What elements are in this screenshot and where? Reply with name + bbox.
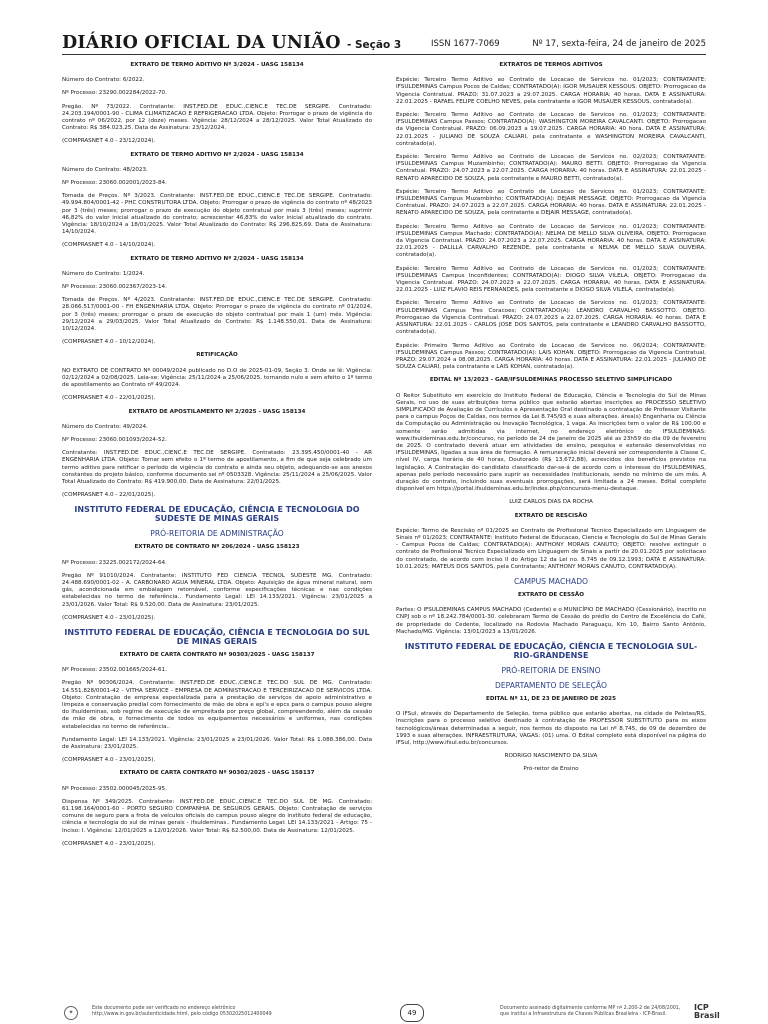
paragraph: Dispensa Nº 349/2025. Contratante: INST.FED.DE EDUC.,CIENC.E TEC.DO SUL DE MG. Contratado: 61.198.164/0001-60 - PORTO SEGURO COMPANHIA DE SEGUROS GERAIS. Objeto: Contratação de serviços comuns de seguro para a frota de veículos oficiais do campus pouso alegre do instituto federal de educação, ciência e tecnologia do sul de minas gerais - ifsuldeminas.. Fundamento Legal: LEI 14.133/2021 - Artigo: 75 - Inciso: I. Vigência: 12/01/2025 a 12/01/2026. Valor Total: R$ 62.500,00. Data de Assinatura: 12/01/2025. xyxy=(62,798,372,834)
footer-signature-text: Documento assinado digitalmente conforme MP nº 2.200-2 de 24/08/2001, que institui a Infraestrutura de Chaves Públicas Brasileira - ICP-Brasil. xyxy=(500,1006,681,1017)
section-heading: EXTRATO DE CARTA CONTRATO Nº 90303/2025 - UASG 158137 xyxy=(119,651,315,658)
paragraph: Espécie: Terceiro Termo Aditivo ao Contrato de Locacao de Servicos no. 01/2023; CONTRATANTE: IFSULDEMINAS Campus Passos; CONTRATADO(A): WASHINGTON MOREIRA CAVALCANTI. OBJETO: Prorrogacao da Vigencia Contratual. PRAZO: 06.09.2023 a 19.07.2025. CARGA HORARIA: 40 hora. DATA E ASSINATURA: 22.01.2025 - JULIANO DE SOUZA CALIARI, pela contratante e WASHINGTON MOREIRA CAVALCANTI, contratado(a). xyxy=(396,112,706,147)
section-label: - Seção 3 xyxy=(346,39,402,51)
page-header xyxy=(0,0,768,56)
section-heading: EXTRATO DE CONTRATO Nº 206/2024 - UASG 158123 xyxy=(134,544,300,551)
paragraph: Espécie: Terceiro Termo Aditivo ao Contrato de Locacao de Servicos no. 01/2023; CONTRATANTE: IFSULDEMINAS Campus Muzambinho; CONTRATADO(A): DEJAIR MESSAGE. OBJETO: Prorrogacao da Vigencia Contratual. PRAZO: 24.07.2023 a 22.07.2025. CARGA HORARIA: 40 horas. DATA E ASSINATURA: 22.01.2025 - RENATO APARECIDO DE SOUZA, pela contratante e DEJAIR MESSAGE, contratado(a). xyxy=(396,188,706,217)
paragraph: (COMPRASNET 4.0 - 14/10/2024). xyxy=(62,242,156,249)
journal-title: DIÁRIO OFICIAL DA UNIÃO - Seção 3 xyxy=(62,33,402,53)
paragraph: (COMPRASNET 4.0 - 23/01/2025). xyxy=(62,840,156,847)
institution-heading: INSTITUTO FEDERAL DE EDUCAÇÃO, CIÊNCIA E TECNOLOGIA DO SUL DE MINAS GERAIS xyxy=(64,627,370,646)
footer-verification-text: Este documento pode ser verificado no endereço eletrônico http://www.in.gov.br/autenticidade.html, pelo código 05302025012400049 xyxy=(92,1006,272,1017)
coat-of-arms-icon: ✦ xyxy=(64,1006,78,1020)
paragraph: Espécie: Primeiro Termo Aditivo ao Contrato de Locacao de Servicos no. 06/2024; CONTRATANTE: IFSULDEMINAS Campus Passos; CONTRATADO(A): LAIS KOHAN. OBJETO: Prorrogacao da Vigencia Contratual. PRAZO: 29.07.2024 a 08.08.2025. CARGA HORARIA: 40 horas. DATA E ASSINATURA: 22.01.2025 - JULIANO DE SOUZA CALIARI, pela contratante e LAIS KOHAN, contratado(a). xyxy=(396,342,706,371)
section-heading: EXTRATO DE RESCISÃO xyxy=(514,512,588,519)
paragraph: Espécie: Terceiro Termo Aditivo ao Contrato de Locacao de Servicos no. 02/2023; CONTRATANTE: IFSULDEMINAS Campus Muzambinho; CONTRATADO(A): MAURO BETTI. OBJETO: Prorrogacao da Vigencia Contratual. PRAZO: 24.07.2023 a 22.07.2025. CARGA HORARIA: 40 horas. DATA E ASSINATURA: 22.01.2025 - RENATO APARECIDO DE SOUZA, pela contratante e MAURO BETTI, contratado(a). xyxy=(396,154,706,182)
section-heading: RETIFICAÇÃO xyxy=(196,352,238,359)
paragraph: Nº Processo: 23502.001665/2024-61. xyxy=(62,667,167,674)
paragraph: O Reitor Substituto em exercício do Instituto Federal de Educação, Ciência e Tecnologia do Sul de Minas Gerais, no uso de suas atribuições torna público que estarão abertas inscrições ao PROCESSO SELETIVO SIMPLIFICADO de Avaliação de Currículos e Apresentação Oral destinado a contratação de Professor Visitante para o campus Poços de Caldas, nos termos da Lei 8.745/93 e suas alterações. área(s) Engenharia ou Ciência da Computação ou Administração ou Inovação Tecnológica, 1 vaga. As inscrições tem o valor de R$ 100,00 e somente serão admitidas via internet, no endereço eletrônico do IFSULDEMINAS: www.ifsuldeminas.edu.br/concurso, no período de 24 de janeiro de 2025 até as 23h59 do dia 09 de fevereiro de 2025. O contratado deverá atuar em atividades de ensino, pesquisa e extensão desenvolvidas no IFSULDEMINAS, ligadas a sua área de formação. A remuneração inicial deverá ser correspondente à Classe C, nível IV, carga horária de 40 horas, Doutorado (R$ 13.672,88), acrescidos dos benefícios previstos na legislação. A Contratação do candidato classificado dar-se-á de acordo com o interesse do IFSULDEMINAS, apenas pelo período necessário para suprir as necessidades institucionais, sendo no mínimo de um mês. A duração do contrato, incluindo suas eventuais prorrogações, será limitada a 24 meses. Edital completo disponível em https://portal.ifsuldeminas.edu.br/index.php/concursos-menu-destaque. xyxy=(396,392,706,493)
paragraph: Nº Processo: 23290.002284/2022-70. xyxy=(62,90,167,97)
icp-brasil-logo: ICP Brasil xyxy=(694,1003,720,1020)
section-heading: EDITAL Nº 13/2023 - GAB/IFSULDEMINAS PROCESSO SELETIVO SIMPLIFICADO xyxy=(429,377,673,384)
paragraph: (COMPRASNET 4.0 - 23/01/2025). xyxy=(62,757,156,764)
page-footer xyxy=(0,1000,768,1024)
header-rule xyxy=(62,54,706,55)
paragraph: Número do Contrato: 49/2024. xyxy=(62,423,148,430)
section-heading: EXTRATO DE TERMO ADITIVO Nº 2/2024 - UASG 158134 xyxy=(130,151,304,158)
paragraph: Pregão Nº 91010/2024. Contratante: INSTITUTO FED CIENCIA TECNOL SUDESTE MG. Contratado: 24.488.690/0001-02 - A. CARBONARO AGUA MINERAL LTDA. Objeto: Aquisição de água mineral natural, sem gás, acondicionada em embalagem retornável, conforme especificações técnicas e nas condições estabelecidas no termo de referência.. Fundamento Legal: LEI 14.133/2021. Vigência: 23/01/2025 a 23/01/2026. Valor Total: R$ 9.520,00. Data de Assinatura: 23/01/2025. xyxy=(62,572,372,608)
page-number: 49 xyxy=(400,1004,424,1022)
paragraph: Espécie: Terceiro Termo Aditivo ao Contrato de Locacao de Servicos no. 01/2023; CONTRATANTE: IFSULDEMINAS Campus Pocos de Caldas; CONTRATADO(A): IGOR MUSAUER KESSOUS. OBJETO: Prorrogacao da Vigencia Contratual. PRAZO: 31.07.2023 a 29.07.2025. CARGA HORARIA: 40 horas. DATA E ASSINATURA: 22.01.2025 - RAFAEL FELIPE COELHO NEVES, pela contratante e IGOR MUSAUER KESSOUS, contratado(a). xyxy=(396,77,706,105)
paragraph: Nº Processo: 23060.002367/2023-14. xyxy=(62,284,167,291)
paragraph: O IFSul, através do Departamento de Seleção, torna público que estarão abertas, na cidade de Pelotas/RS, inscrições para o processo seletivo destinado à contratação de PROFESSOR SUBSTITUTO para os eixos tecnológicos/áreas determinadas a seguir, nos termos do disposto na Lei nº 8.745, de 09 de dezembro de 1993 e suas alterações. INFRAESTRUTURA, VAGAS: (01) uma. O Edital completo está disponível na página do IFSul, http://www.ifsul.edu.br/concursos. xyxy=(396,711,706,747)
paragraph: (COMPRASNET 4.0 - 23/01/2025). xyxy=(62,614,156,621)
section-heading: EDITAL Nº 11, DE 23 DE JANEIRO DE 2025 xyxy=(486,696,616,702)
paragraph: Espécie: Terceiro Termo Aditivo ao Contrato de Locacao de Servicos no. 01/2023; CONTRATANTE: IFSULDEMINAS Campus Tres Coracoes; CONTRATADO(A): LEANDRO CARVALHO BASSOTTO. OBJETO: Prorrogacao da Vigencia Contratual. PRAZO: 24.07.2023 a 22.07.2025. CARGA HORARIA: 40 horas. DATA E ASSINATURA: 22.01.2025 - CARLOS JOSE DOS SANTOS, pela contratante e LEANDRO CARVALHO BASSOTTO, contratado(a). xyxy=(396,300,706,336)
paragraph: Número do Contrato: 1/2024. xyxy=(62,270,145,277)
signature-line: Pró-reitor de Ensino xyxy=(523,766,579,773)
subunit-heading: PRÓ-REITORIA DE ADMINISTRAÇÃO xyxy=(150,529,284,539)
paragraph: Número do Contrato: 6/2022. xyxy=(62,77,145,84)
section-heading: EXTRATO DE TERMO ADITIVO Nº 2/2024 - UASG 158134 xyxy=(130,255,304,262)
paragraph: Contratante: INST.FED.DE EDUC.,CIENC.E TEC.DE SERGIPE. Contratado: 23.395.450/0001-40 - AR ENGENHARIA LTDA. Objeto: Tornar sem efeito o 1º termo de apostilamento, a fim de que seja celebrado um termo aditivo para retificar o período de vigência do contrato e ainda seu objeto, adequando-se aos anexos constantes do projeto básico, conforme documento sei nº 0503328. Vigência: 25/11/2024 a 25/06/2025. Valor Total Atualizado do Contrato: R$ 419.900,00. Data de Assinatura: 22/01/2025. xyxy=(62,450,372,485)
subunit-heading: CAMPUS MACHADO xyxy=(513,576,589,586)
section-heading: EXTRATOS DE TERMOS ADITIVOS xyxy=(499,62,603,68)
edition-date: Nº 17, sexta-feira, 24 de janeiro de 2025 xyxy=(532,39,706,49)
paragraph: Nº Processo: 23225.002172/2024-64. xyxy=(62,559,167,566)
section-heading: EXTRATO DE CARTA CONTRATO Nº 90302/2025 - UASG 158137 xyxy=(119,770,315,777)
subunit-heading: DEPARTAMENTO DE SELEÇÃO xyxy=(494,681,607,690)
signature-line: RODRIGO NASCIMENTO DA SILVA xyxy=(504,753,598,760)
paragraph: Pregão. Nº 73/2022. Contratante: INST.FED.DE EDUC.,CIENC.E TEC.DE SERGIPE. Contratado: 24.203.194/0001-90 - CLIMA CLIMATIZACAO E REFRIGERACAO LTDA. Objeto: Prorrogar o prazo de vigência do contrato nº 06/2022, por 12 (doze) meses. Vigência: 28/12/2024 a 28/12/2025. Valor Total Atualizado do Contrato: R$ 384.023,25. Data de Assinatura: 23/12/2024. xyxy=(62,103,372,132)
paragraph: Partes: O IFSULDEMINAS CAMPUS MACHADO (Cedente) e o MUNICÍPIO DE MACHADO (Cessionário), inscrito no CNPJ sob o nº 18.242.784/0001-30. celebraram Termo de Cessão do prédio do Centro de Excelência do Café, de propriedade do Cedente, localizado na Rodovia Machado Paraguaçu, Km 10, Bairro Santo Antônio, Machado/MG. Vigência: 13/01/2023 a 13/01/2026. xyxy=(396,607,706,635)
institution-heading: INSTITUTO FEDERAL DE EDUCAÇÃO, CIÊNCIA E TECNOLOGIA DO SUDESTE DE MINAS GERAIS xyxy=(74,505,360,524)
paragraph: Número do Contrato: 48/2023. xyxy=(62,166,148,173)
paragraph: Pregão Nº 90306/2024. Contratante: INST.FED.DE EDUC.,CIENC.E TEC.DO SUL DE MG. Contratado: 14.551.828/0001-42 - VITHA SERVICE - EMPRESA DE ADMINISTRACAO E TERCEIRIZACAO DE SERVICOS LTDA. Objeto: Contratação de empresa especializada para a prestação de serviços de apoio administrativo e limpeza e conservação predial com fornecimento de mão de obra e epi's e epcs para o campus pouso alegre do ifsuldeminas, sob regime de execução de empreitada por preço global, compreendendo, além da cessão de mão de obra, o fornecimento de todos os equipamentos necessários e uniformes, nas condições estabelecidas no termo de referência.. xyxy=(62,680,372,730)
left-column xyxy=(62,62,372,998)
right-column xyxy=(396,62,706,998)
paragraph: NO EXTRATO DE CONTRATO Nº 00049/2024 publicado no D.O de 2025-01-09, Seção 3. Onde se lê: Vigência: 02/12/2024 a 02/08/2025. Leia-se: Vigência: 25/11/2024 a 25/06/2025, tornando nulo e sem efeito o 1º termo de apostilamento ao Contrato nº 49/2024. xyxy=(62,367,372,389)
paragraph: Tomada de Preços. Nº 4/2023. Contratante: INST.FED.DE EDUC.,CIENC.E TEC.DE SERGIPE. Contratado: 28.066.517/0001-00 - FH ENGENHARIA LTDA. Objeto: Prorrogar o prazo de vigência do contrato nº 01/2024, por 3 (três) meses; prorrogar o prazo de execução do objeto contratual por mais 1 (um) mês. Vigência: 29/12/2024 a 29/03/2025. Valor Total Atualizado do Contrato: R$ 1.148.550,01. Data de Assinatura: 10/12/2024. xyxy=(62,297,372,333)
paragraph: Fundamento Legal: LEI 14.133/2021. Vigência: 23/01/2025 a 23/01/2026. Valor Total: R$ 1.088.386,00. Data de Assinatura: 23/01/2025. xyxy=(62,736,372,750)
paragraph: Nº Processo: 23060.001093/2024-52. xyxy=(62,436,167,443)
issn: ISSN 1677-7069 xyxy=(431,39,500,49)
paragraph: (COMPRASNET 4.0 - 22/01/2025). xyxy=(62,395,156,402)
subunit-heading: PRÓ-REITORIA DE ENSINO xyxy=(501,666,601,675)
institution-heading: INSTITUTO FEDERAL DE EDUCAÇÃO, CIÊNCIA E TECNOLOGIA SUL-RIO-GRANDENSE xyxy=(404,642,698,660)
paragraph: Espécie: Terceiro Termo Aditivo ao Contrato de Locacao de Servicos no. 01/2023; CONTRATANTE: IFSULDEMINAS Campus Machado; CONTRATADO(A): NELMA DE MELLO SILVA OLIVEIRA. OBJETO: Prorrogacao da Vigencia Contratual. PRAZO: 24.07.2023 a 22.07.2025. CARGA HORARIA: 40 horas. DATA E ASSINATURA: 22.01.2025 - DALILLA CARVALHO REZENDE, pela contratante e NELMA DE MELLO SILVA OLIVEIRA, contratado(a). xyxy=(396,223,706,259)
paragraph: (COMPRASNET 4.0 - 22/01/2025). xyxy=(62,492,156,499)
paragraph: Espécie: Termo de Rescisão nº 01/2025 ao Contrato de Profissional Tecnico Especializado em Linguagem de Sinais nº 01/2023; CONTRATANTE: Instituto Federal de Educacao, Ciencia e Tecnologia do Sul de Minas Gerais - Campus Pocos de Caldas; CONTRATADO(A): ANTHONY MORAIS CANUTO; OBJETO: resolve extinguir o contrato de Profissional Tecnico Especializado em Linguagem de Sinais a partir de 20.01.2025 por solicitacao do contratado, de acordo com inciso II do Artigo 12 da Lei no. 8.745 de 09.12.1993; DATA E ASSINATURA: 10.01.2025; MATEUS DOS SANTOS, pela Contratante; ANTHONY MORAIS CANUTO, CONTRATADO(A). xyxy=(396,527,706,570)
paragraph: (COMPRASNET 4.0 - 23/12/2024). xyxy=(62,138,156,145)
section-heading: EXTRATO DE TERMO ADITIVO Nº 3/2024 - UASG 158134 xyxy=(130,62,304,68)
paragraph: Tomada de Preços. Nº 3/2023. Contratante: INST.FED.DE EDUC.,CIENC.E TEC.DE SERGIPE. Contratado: 49.994.804/0001-42 - PHC CONSTRUTORA LTDA. Objeto: Prorrogar o prazo de vigência do contrato nº 48/2023 por 3 (três) meses; prorrogar o prazo de execução do objeto contratual por mais 3 (três) meses; suprimir 46,82% do valor inicial atualizado do contrato; acrescentar 46,83% do valor inicial atualizado do contrato. Vigência: 18/10/2024 a 18/01/2025. Valor Total Atualizado do Contrato: R$ 296.825,69. Data de Assinatura: 14/10/2024. xyxy=(62,193,372,236)
section-heading: EXTRATO DE APOSTILAMENTO Nº 2/2025 - UASG 158134 xyxy=(128,408,306,415)
paragraph: Nº Processo: 23060.002001/2023-84. xyxy=(62,180,167,187)
paragraph: (COMPRASNET 4.0 - 10/12/2024). xyxy=(62,339,156,346)
paragraph: Nº Processo: 23502.000045/2025-95. xyxy=(62,785,167,792)
signature-line: LUIZ CARLOS DIAS DA ROCHA xyxy=(509,499,593,506)
section-heading: EXTRATO DE CESSÃO xyxy=(518,591,584,598)
paragraph: Espécie: Terceiro Termo Aditivo ao Contrato de Locacao de Servicos no. 01/2023; CONTRATANTE: IFSULDEMINAS Campus Inconfidentes; CONTRATADO(A): DIOGO SILVA VILELA. OBJETO: Prorrogacao da Vigencia Contratual. PRAZO: 24.07.2023 a 22.07.2025. CARGA HORARIA: 40 horas. DATA E ASSINATURA: 22.01.2025 - LUIZ FLAVIO REIS FERNANDES, pela contratante e DIOGO SILVA VILELA, contratado(a). xyxy=(396,265,706,294)
